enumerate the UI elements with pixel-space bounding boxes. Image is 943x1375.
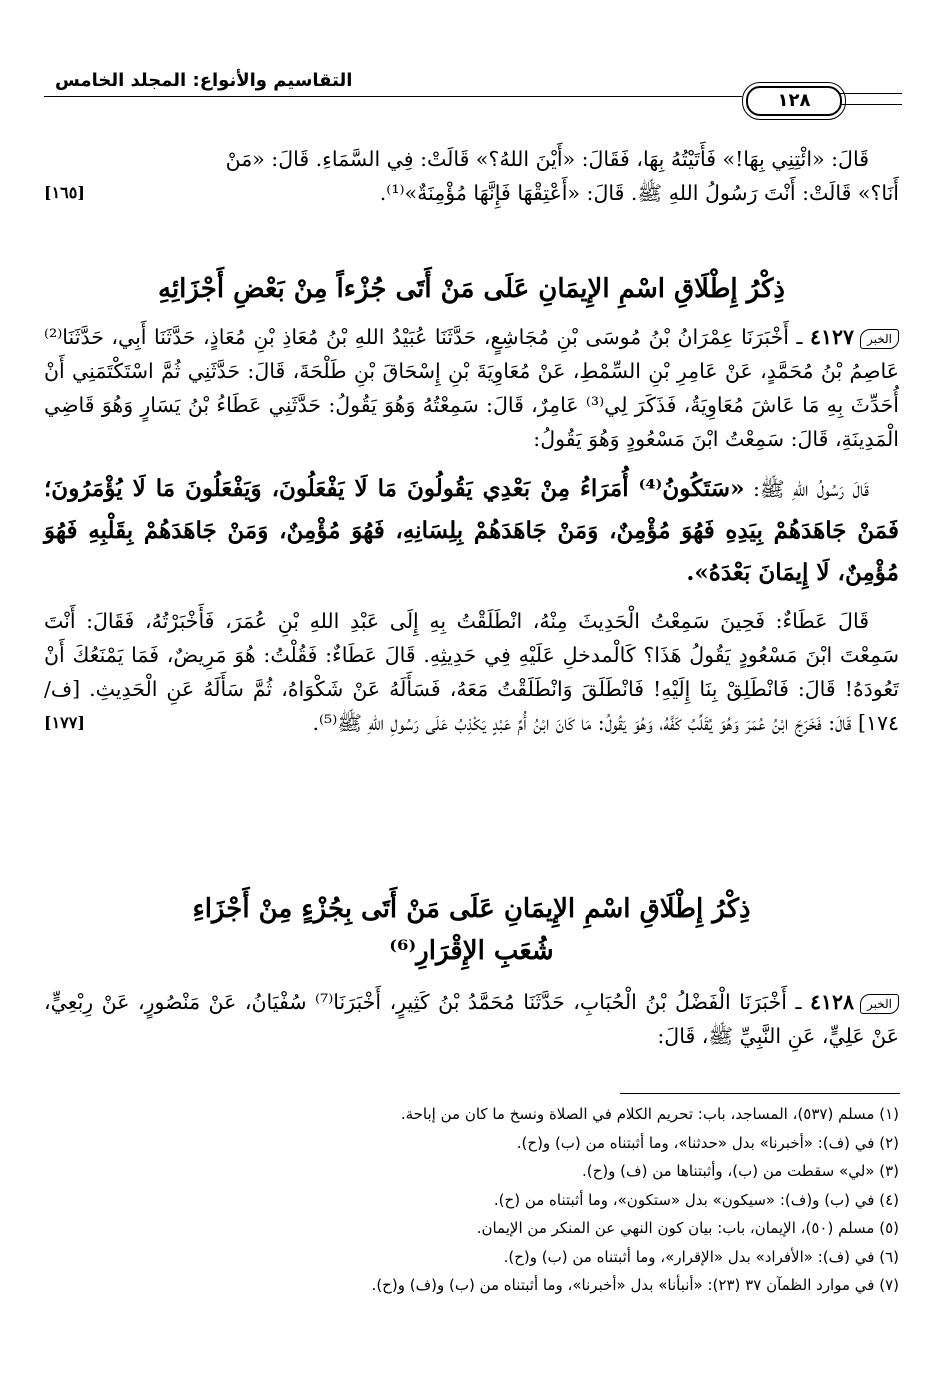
reference-number: [١٦٥] xyxy=(44,183,85,202)
hadith-4127 xyxy=(44,320,899,740)
hadith-4128 xyxy=(44,985,899,1053)
footnote-2: (٢) في (ف): «أخبرنا» بدل «حدثنا»، وما أثبتناه من (ب) و(ح). xyxy=(516,1133,899,1152)
hadith-matn xyxy=(44,468,899,594)
footnote-1: (١) مسلم (٥٣٧)، المساجد، باب: تحريم الكلام في الصلاة ونسخ ما كان من إباحة. xyxy=(400,1105,899,1123)
matn-text: «سَتَكُونُ⁽⁴⁾ أُمَرَاءُ مِنْ بَعْدِي يَقُولُونَ مَا لَا يَفْعَلُونَ، وَيَفْعَلُونَ مَا لَا يُؤْمَرُونَ؛ فَمَنْ جَاهَدَهُمْ بِيَدِهِ فَهُوَ مُؤْمِنٌ، وَمَنْ جَاهَدَهُمْ بِلِسَانِهِ، فَهُوَ مُؤْمِنٌ، وَمَنْ جَاهَدَهُمْ بِقَلْبِهِ فَهُوَ مُؤْمِنٌ، لَا إِيمَانَ بَعْدَهُ». xyxy=(44,475,899,586)
footnote-6: (٦) في (ف): «الأفراد» بدل «الإقرار»، وما أثبتناه من (ب) و(ح). xyxy=(503,1247,899,1266)
hadith-number: ٤١٢٧ xyxy=(809,325,855,349)
section-heading: ذِكْرُ إِطْلَاقِ اسْمِ الإِيمَانِ عَلَى مَنْ أَتَى جُزْءاً مِنْ بَعْضِ أَجْزَائِهِ xyxy=(158,274,785,304)
section-heading-2 xyxy=(44,888,899,972)
isnad-text: ـ أَخْبَرَنَا عِمْرَانُ بْنُ مُوسَى بْنِ مُجَاشِعٍ، حَدَّثَنَا عُبَيْدُ اللهِ بْنُ مُعَاذِ بْنِ مُعَاذٍ، حَدَّثَنَا أَبِي، حَدَّثَنَا⁽²⁾ عَاصِمُ بْنُ مُحَمَّدٍ، عَنْ عَامِرِ بْنِ السِّمْطِ، عَنْ مُعَاوِيَةَ بْنِ إِسْحَاقَ بْنِ طَلْحَةَ، قَالَ: حَدَّثَنِي ثُمَّ اسْتَكْتَمَنِي أَنْ أُحَدِّثَ بِهِ مَا عَاشَ مُعَاوِيَةُ، فَذَكَرَ لِي⁽³⁾ عَامِرٌ، قَالَ: سَمِعْتُهُ وَهُوَ يَقُولُ: حَدَّثَنِي عَطَاءُ بْنُ يَسَارٍ وَهُوَ قَاضِي الْمَدِينَةِ، قَالَ: سَمِعْتُ ابْنَ مَسْعُودٍ وَهُوَ يَقُولُ: xyxy=(44,325,899,451)
footnote-3: (٣) «لي» سقطت من (ب)، وأثبتناها من (ف) و(ح). xyxy=(582,1162,899,1180)
continuation-block xyxy=(44,142,899,210)
matn-intro: قَالَ رَسُولُ اللهِ ﷺ: xyxy=(752,477,869,501)
footnotes xyxy=(44,1100,899,1300)
footnote-7: (٧) في موارد الظمآن ٣٧ (٢٣): «أنبأنا» بدل «أخبرنا»، وما أثبتناه من (ب) و(ف) و(ح). xyxy=(371,1276,899,1294)
heading-2-line-2: شُعَبِ الإِقْرَارِ⁽⁶⁾ xyxy=(389,936,554,966)
isnad-text-2: ـ أَخْبَرَنَا الْفَضْلُ بْنُ الْحُبَابِ، حَدَّثَنَا مُحَمَّدُ بْنُ كَثِيرٍ، أَخْبَرَنَا⁽⁷⁾ سُفْيَانُ، عَنْ مَنْصُورٍ، عَنْ رِبْعِيٍّ، عَنْ عَلِيٍّ، عَنِ النَّبِيِّ ﷺ، قَالَ: xyxy=(44,990,899,1048)
continuation-line-2-text: أَنَا؟» قَالَتْ: أَنْتَ رَسُولُ اللهِ ﷺ. قَالَ: «أَعْتِقْهَا فَإِنَّهَا مُؤْمِنَةٌ»⁽¹⁾. xyxy=(379,181,899,205)
running-header-title: التقاسيم والأنواع: المجلد الخامس xyxy=(55,70,353,91)
khabar-badge-icon: الخبر xyxy=(860,994,899,1014)
footnote-5: (٥) مسلم (٥٠)، الإيمان، باب: بيان كون النهي عن المنكر من الإيمان. xyxy=(476,1219,899,1237)
footnote-4: (٤) في (ب) و(ف): «سيكون» بدل «ستكون»، وما أثبتناه من (ح). xyxy=(493,1190,899,1209)
header-rule-right xyxy=(840,93,902,105)
page-number: ١٢٨ xyxy=(746,86,842,116)
continuation-line-1: قَالَ: «ائْتِنِي بِهَا!» فَأَتَيْتُهُ بِهَا، فَقَالَ: «أَيْنَ اللهُ؟» قَالَتْ: فِي السَّمَاءِ. قَالَ: «مَنْ xyxy=(225,147,869,171)
reference-number: [١٧٧] xyxy=(44,713,85,732)
ata-narration xyxy=(44,604,899,740)
header-rule xyxy=(44,96,742,97)
hadith-isnad xyxy=(44,320,899,456)
footnote-separator xyxy=(620,1093,900,1094)
ata-text: قَالَ عَطَاءٌ: فَحِينَ سَمِعْتُ الْحَدِيثَ مِنْهُ، انْطَلَقْتُ بِهِ إِلَى عَبْدِ اللهِ بْنِ عُمَرَ، فَأَخْبَرْتُهُ، فَقَالَ: أَنْتَ سَمِعْتَ ابْنَ مَسْعُودٍ يَقُولُ هَذَا؟ كَالْمدخلِ عَلَيْهِ فِي حَدِيثِهِ. قَالَ عَطَاءٌ: فَقُلْتُ: هُوَ مَرِيضٌ، فَمَا يَمْنَعُكَ أَنْ تَعُودَهُ! قَالَ: فَانْطَلِقْ بِنَا إِلَيْهِ! فَانْطَلَقَ وَانْطَلَقْتُ مَعَهُ، فَسَأَلَهُ عَنْ شَكْوَاهُ، ثُمَّ سَأَلَهُ عَنِ الْحَدِيثِ. [ف/١٧٤] قَالَ: فَخَرَجَ ابْنُ عُمَرَ وَهُوَ يُقَلِّبُ كَفَّهُ، وَهُوَ يَقُولُ: مَا كَانَ ابْنُ أُمِّ عَبْدٍ يَكْذِبُ عَلَى رَسُولِ اللهِ ﷺ⁽⁵⁾. xyxy=(44,609,899,735)
khabar-badge-icon: الخبر xyxy=(860,329,899,349)
continuation-line-2 xyxy=(44,176,899,210)
hadith-isnad-2 xyxy=(44,985,899,1053)
hadith-number-2: ٤١٢٨ xyxy=(809,990,854,1014)
heading-2-line-1: ذِكْرُ إِطْلَاقِ اسْمِ الإِيمَانِ عَلَى مَنْ أَتَى بِجُزْءٍ مِنْ أَجْزَاءِ xyxy=(192,894,751,924)
